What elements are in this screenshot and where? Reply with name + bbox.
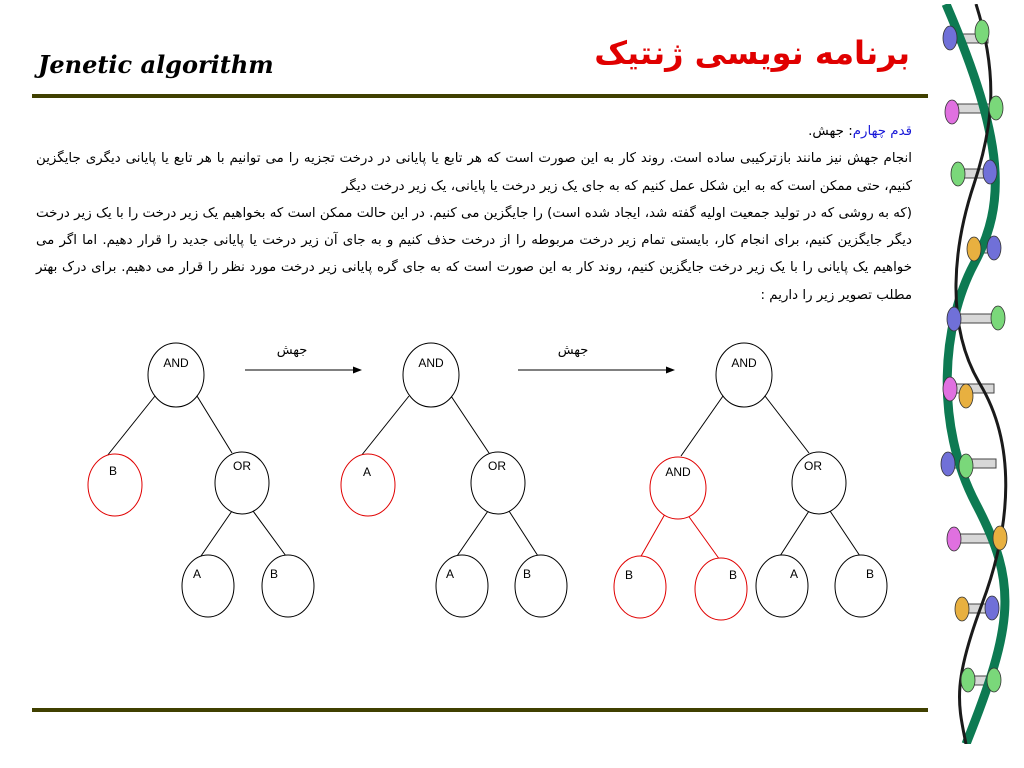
tree3-edge-and-right (687, 514, 720, 560)
tree1-node-root (148, 343, 204, 407)
dna-helix-decoration (936, 4, 1016, 744)
tree3-edge-and-left (640, 514, 665, 558)
slide-subtitle: Jenetic algorithm (38, 50, 274, 79)
tree1-label-left: B (108, 464, 118, 478)
tree3-node-or-left (756, 555, 808, 617)
tree2-label-left: A (362, 465, 372, 479)
step-label: قدم چهارم (852, 124, 912, 139)
arrow-2-label: جهش (557, 343, 589, 358)
arrow-1-label: جهش (276, 343, 308, 358)
tree1-label-root: AND (163, 356, 189, 370)
tree2-edge-or-right (509, 511, 538, 556)
tree2-label-or-right: B (522, 567, 532, 581)
tree1-edge-root-right (197, 396, 232, 453)
tree2-edge-or-left (457, 511, 488, 556)
tree1-node-or-right (262, 555, 314, 617)
tree3-label-and-left: B (624, 568, 634, 582)
tree3-label-or-left: A (789, 567, 799, 581)
tree1-edge-or-right (253, 511, 286, 556)
tree3-label-left: AND (665, 465, 691, 479)
tree1-edge-or-left (201, 511, 232, 556)
bottom-rule (32, 708, 928, 712)
tree3-label-root: AND (731, 356, 757, 370)
tree2-edge-root-left (361, 396, 409, 456)
tree3-edge-root-right (765, 396, 809, 453)
tree3-node-root (716, 343, 772, 407)
top-rule (32, 94, 928, 98)
tree3-label-or-right: B (865, 567, 875, 581)
mutation-arrow-1 (245, 367, 362, 374)
tree3-edge-or-left (780, 511, 809, 556)
tree2-label-root: AND (418, 356, 444, 370)
body-text (36, 118, 912, 309)
mutation-arrow-2 (518, 367, 675, 374)
step-line (36, 118, 912, 145)
tree2-node-or-right (515, 555, 567, 617)
slide-title: برنامه نویسی ژنتیک (594, 34, 910, 72)
tree3-edge-or-right (830, 511, 860, 556)
paragraph-2: (که به روشی که در تولید جمعیت اولیه گفته شد، ایجاد شده است) را جایگزین می کنیم. در این حالت ممکن است که بخواهیم یک زیر درخت را با یک زیر درخت دیگر جایگزین کنیم، برای انجام کار، بایستی تمام زیر درخت مربوطه را از درخت حذف کنیم و به جای آن زیر درخت یا پایانی جدید را قرار دهیم. اما اگر می خواهیم یک پایانی را با یک زیر درخت جایگزین کنیم، روند کار به این صورت است که به جای گره پایانی زیر درخت مورد نظر را قرار می دهیم. برای درک بهتر مطلب تصویر زیر را داریم : (36, 205, 912, 303)
tree3-label-or: OR (804, 459, 822, 473)
tree2-node-left (341, 454, 395, 516)
tree2-node-root (403, 343, 459, 407)
tree3-node-and-right (695, 558, 747, 620)
mutation-diagram (60, 330, 920, 630)
tree3-label-and-right: B (728, 568, 738, 582)
tree3-edge-root-left (681, 396, 723, 456)
tree1-node-or-left (182, 555, 234, 617)
tree2-node-or-left (436, 555, 488, 617)
tree1-label-or-right: B (269, 567, 279, 581)
tree1-label-or: OR (233, 459, 251, 473)
paragraph-1: انجام جهش نیز مانند بازترکیبی ساده است. روند کار به این صورت است که هر تابع یا پایانی در درخت تجزیه را می توانیم با هر تابع یا پایانی دیگری جایگزین کنیم، حتی ممکن است که به این شکل عمل کنیم که به جای یک زیر درخت یا پایانی، یک زیر درخت دیگر (36, 151, 912, 194)
tree3-node-and-left (614, 556, 666, 618)
step-colon: : (843, 124, 853, 139)
tree1-edge-root-left (107, 396, 155, 456)
tree2-label-or-left: A (445, 567, 455, 581)
tree2-label-or: OR (488, 459, 506, 473)
tree3-node-or-right (835, 555, 887, 617)
tree2-edge-root-right (451, 396, 489, 453)
tree1-label-or-left: A (192, 567, 202, 581)
step-value: جهش. (808, 124, 844, 139)
